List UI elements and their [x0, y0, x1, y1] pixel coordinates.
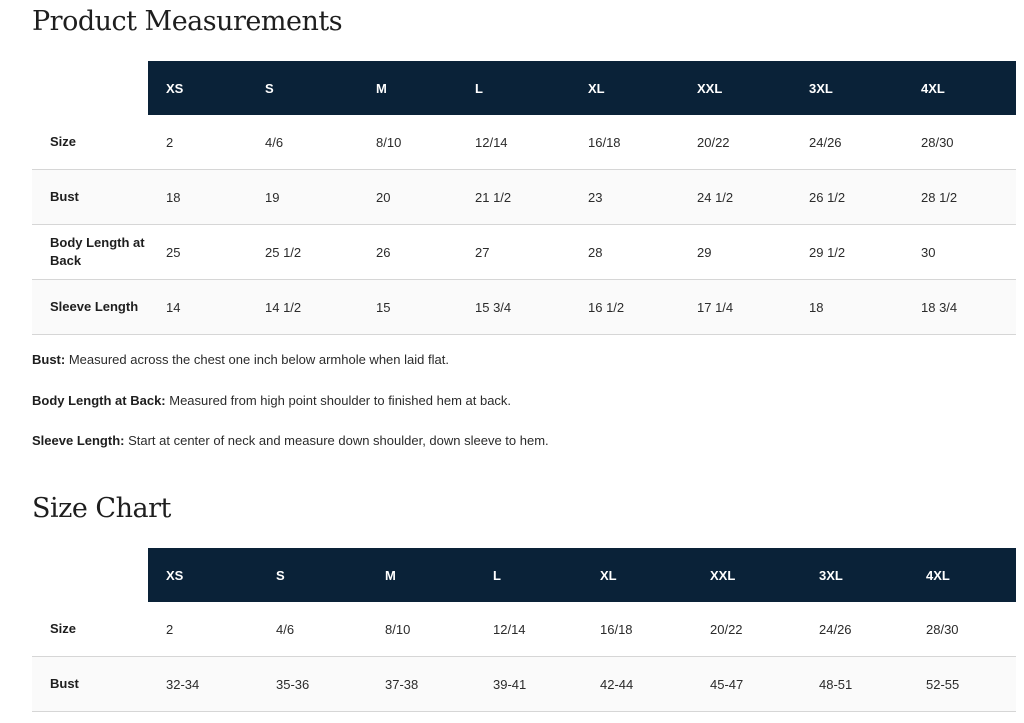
header-size-l: L [457, 61, 570, 115]
row-label: Size [32, 115, 148, 170]
table-cell: 14 1/2 [247, 280, 358, 335]
table-row [32, 225, 1016, 280]
note-term: Bust: [32, 352, 66, 367]
table-cell: 48-51 [801, 657, 908, 712]
table-row [32, 115, 1016, 170]
header-size-3xl: 3XL [791, 61, 903, 115]
note-sleeve-length [32, 433, 992, 449]
header-size-s: S [247, 61, 358, 115]
note-body-length [32, 393, 992, 409]
table-cell: 35-36 [258, 657, 367, 712]
table-cell: 27 [457, 225, 570, 280]
table-cell: 8/10 [367, 602, 475, 657]
table-cell: 16/18 [570, 115, 679, 170]
header-size-l: L [475, 548, 582, 602]
table-cell: 29 1/2 [791, 225, 903, 280]
table-header-row [32, 548, 1016, 602]
table-header-row [32, 61, 1016, 115]
table-cell: 12/14 [475, 602, 582, 657]
table-cell: 45-47 [692, 657, 801, 712]
table-row [32, 170, 1016, 225]
note-text: Start at center of neck and measure down shoulder, down sleeve to hem. [124, 433, 549, 448]
table-cell: 14 [148, 280, 247, 335]
table-cell: 24/26 [791, 115, 903, 170]
table-row [32, 280, 1016, 335]
header-size-4xl: 4XL [903, 61, 1016, 115]
table-cell: 20/22 [679, 115, 791, 170]
table-row [32, 602, 1016, 657]
table-cell: 4/6 [247, 115, 358, 170]
table-cell: 25 1/2 [247, 225, 358, 280]
table-cell: 15 3/4 [457, 280, 570, 335]
header-size-m: M [367, 548, 475, 602]
table-cell: 23 [570, 170, 679, 225]
note-text: Measured from high point shoulder to finished hem at back. [165, 392, 512, 408]
row-label: Bust [32, 170, 148, 225]
table-cell: 4/6 [258, 602, 367, 657]
header-size-m: M [358, 61, 457, 115]
table-cell: 18 [791, 280, 903, 335]
table-cell: 28 1/2 [903, 170, 1016, 225]
header-size-3xl: 3XL [801, 548, 908, 602]
header-size-xs: XS [148, 548, 258, 602]
header-size-xxl: XXL [679, 61, 791, 115]
table-cell: 24 1/2 [679, 170, 791, 225]
table-cell: 29 [679, 225, 791, 280]
header-size-xs: XS [148, 61, 247, 115]
row-label: Size [32, 602, 148, 657]
table-cell: 52-55 [908, 657, 1016, 712]
table-cell: 16/18 [582, 602, 692, 657]
note-bust [32, 352, 992, 368]
table-cell: 21 1/2 [457, 170, 570, 225]
table-cell: 15 [358, 280, 457, 335]
header-size-xl: XL [582, 548, 692, 602]
table-cell: 19 [247, 170, 358, 225]
header-size-xl: XL [570, 61, 679, 115]
note-term: Sleeve Length: [32, 433, 125, 448]
size-chart-title: Size Chart [32, 493, 171, 524]
table-cell: 18 3/4 [903, 280, 1016, 335]
table-cell: 32-34 [148, 657, 258, 712]
table-cell: 18 [148, 170, 247, 225]
table-row [32, 657, 1016, 712]
table-cell: 42-44 [582, 657, 692, 712]
size-chart-table [32, 548, 1016, 712]
measurement-notes [32, 352, 992, 474]
table-cell: 30 [903, 225, 1016, 280]
table-cell: 17 1/4 [679, 280, 791, 335]
header-size-s: S [258, 548, 367, 602]
table-cell: 8/10 [358, 115, 457, 170]
table-cell: 26 1/2 [791, 170, 903, 225]
row-label: Sleeve Length [32, 280, 148, 335]
table-cell: 28/30 [908, 602, 1016, 657]
table-cell: 20/22 [692, 602, 801, 657]
table-cell: 24/26 [801, 602, 908, 657]
table-cell: 12/14 [457, 115, 570, 170]
table-cell: 25 [148, 225, 247, 280]
row-label: Body Length at Back [32, 225, 148, 280]
table-cell: 26 [358, 225, 457, 280]
note-term: Body Length at Back: [32, 392, 166, 408]
header-size-xxl: XXL [692, 548, 801, 602]
row-label: Bust [32, 657, 148, 712]
product-measurements-table [32, 61, 1016, 335]
product-measurements-title: Product Measurements [32, 6, 343, 37]
note-text: Measured across the chest one inch below armhole when laid flat. [65, 352, 449, 367]
table-cell: 16 1/2 [570, 280, 679, 335]
table-cell: 39-41 [475, 657, 582, 712]
header-size-4xl: 4XL [908, 548, 1016, 602]
table-cell: 20 [358, 170, 457, 225]
header-corner-cell [32, 548, 148, 602]
table-cell: 28 [570, 225, 679, 280]
table-cell: 2 [148, 602, 258, 657]
table-cell: 2 [148, 115, 247, 170]
header-corner-cell [32, 61, 148, 115]
table-cell: 28/30 [903, 115, 1016, 170]
table-cell: 37-38 [367, 657, 475, 712]
